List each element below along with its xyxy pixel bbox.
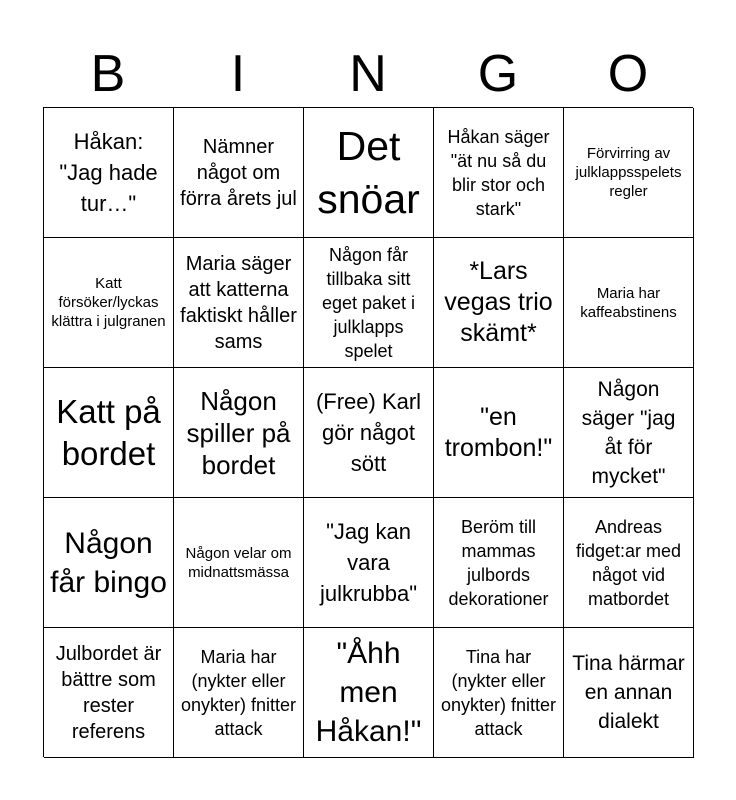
bingo-cell-r3c5[interactable] [564,368,694,498]
cell-text: Det snöar [317,122,420,222]
cell-text: Katt försöker/lyckas klättra i julgranen [51,275,166,330]
bingo-cell-r3c1[interactable] [44,368,174,498]
bingo-cell-r2c5[interactable] [564,238,694,368]
bingo-cell-r1c5[interactable] [564,108,694,238]
cell-text: Maria har kaffeabstinens [580,284,677,321]
cell-text: Någon får bingo [50,526,167,599]
bingo-cell-r1c1[interactable] [44,108,174,238]
bingo-board [43,107,693,757]
cell-text: Andreas fidget:ar med något vid matbordet [575,516,682,609]
cell-text: Maria har (nykter eller onykter) fnitter attack [180,646,297,739]
cell-text: Tina har (nykter eller onykter) fnitter attack [440,646,557,739]
cell-text: (Free) Karl gör något sött [315,389,422,476]
bingo-cell-r5c5[interactable] [564,628,694,758]
bingo-cell-r2c2[interactable] [174,238,304,368]
header-letter-n: N [349,45,387,103]
cell-text: Katt på bordet [56,392,161,472]
bingo-cell-r5c3[interactable] [304,628,434,758]
header-letter-o: O [607,45,649,103]
bingo-cell-r3c4[interactable] [434,368,564,498]
cell-text: Julbordet är bättre som rester referens [55,642,162,743]
cell-text: "Åhh men Håkan!" [315,637,422,748]
cell-text: Nämner något om förra årets jul [180,135,297,210]
cell-text: Maria säger att katterna faktiskt håller sams [180,252,297,353]
cell-text: Tina härmar en annan dialekt [572,652,685,733]
bingo-cell-r2c1[interactable] [44,238,174,368]
bingo-cell-r5c4[interactable] [434,628,564,758]
bingo-cell-r3c2[interactable] [174,368,304,498]
bingo-cell-r2c4[interactable] [434,238,564,368]
cell-text: Håkan säger "ät nu så du blir stor och stark" [447,126,550,219]
cell-text: *Lars vegas trio skämt* [444,257,553,347]
bingo-cell-r4c4[interactable] [434,498,564,628]
cell-text: Förvirring av julklappsspelets regler [575,145,682,200]
cell-text: "Jag kan vara julkrubba" [319,519,418,606]
bingo-cell-r4c1[interactable] [44,498,174,628]
bingo-cell-r2c3[interactable] [304,238,434,368]
cell-text: Någon får tillbaka sitt eget paket i julklapps spelet [321,244,416,361]
bingo-cell-r1c2[interactable] [174,108,304,238]
bingo-cell-r1c3[interactable] [304,108,434,238]
bingo-cell-r3c3[interactable] [304,368,434,498]
bingo-header [43,42,693,106]
bingo-cell-r4c2[interactable] [174,498,304,628]
header-letter-i: I [230,45,246,103]
header-letter-g: G [477,45,519,103]
bingo-cell-r4c3[interactable] [304,498,434,628]
cell-text: Beröm till mammas julbords dekorationer [448,516,549,609]
bingo-cell-r1c4[interactable] [434,108,564,238]
header-letter-b: B [90,45,126,103]
cell-text: Någon spiller på bordet [186,385,291,480]
cell-text: Någon säger "jag åt för mycket" [581,377,676,488]
bingo-cell-r5c1[interactable] [44,628,174,758]
cell-text: Håkan: "Jag hade tur…" [59,129,158,216]
bingo-cell-r4c5[interactable] [564,498,694,628]
bingo-cell-r5c2[interactable] [174,628,304,758]
cell-text: Någon velar om midnattsmässa [185,544,292,581]
cell-text: "en trombon!" [444,402,553,462]
